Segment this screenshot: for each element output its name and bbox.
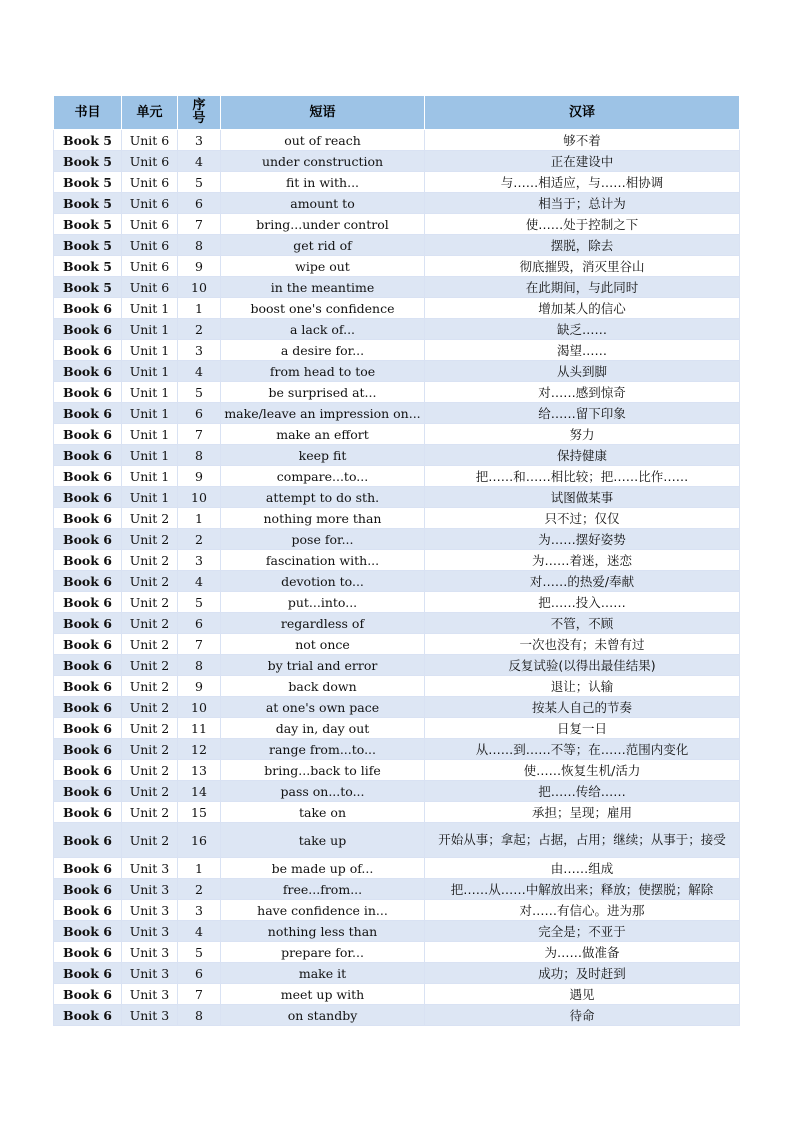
translation-cell: 试图做某事: [425, 487, 740, 508]
phrase-cell: in the meantime: [221, 277, 425, 298]
book-cell: Book 6: [54, 802, 122, 823]
header-phrase: 短语: [221, 96, 425, 130]
translation-cell: 渴望……: [425, 340, 740, 361]
book-cell: Book 6: [54, 487, 122, 508]
book-cell: Book 5: [54, 172, 122, 193]
phrase-cell: take on: [221, 802, 425, 823]
header-number-label: 序号: [192, 98, 206, 126]
translation-cell: 待命: [425, 1005, 740, 1026]
number-cell: 7: [178, 634, 221, 655]
phrase-cell: devotion to...: [221, 571, 425, 592]
unit-cell: Unit 6: [122, 151, 178, 172]
book-cell: Book 6: [54, 592, 122, 613]
table-row: [54, 571, 740, 592]
table-row: [54, 879, 740, 900]
phrase-cell: on standby: [221, 1005, 425, 1026]
phrase-cell: make an effort: [221, 424, 425, 445]
table-row: [54, 424, 740, 445]
book-cell: Book 6: [54, 403, 122, 424]
number-cell: 7: [178, 214, 221, 235]
unit-cell: Unit 2: [122, 655, 178, 676]
number-cell: 14: [178, 781, 221, 802]
table-row: [54, 900, 740, 921]
header-number: [178, 96, 221, 130]
unit-cell: Unit 1: [122, 466, 178, 487]
book-cell: Book 5: [54, 235, 122, 256]
phrase-cell: at one's own pace: [221, 697, 425, 718]
table-row: [54, 256, 740, 277]
phrase-cell: make/leave an impression on...: [221, 403, 425, 424]
unit-cell: Unit 1: [122, 361, 178, 382]
book-cell: Book 6: [54, 340, 122, 361]
translation-cell: 为……摆好姿势: [425, 529, 740, 550]
table-row: [54, 550, 740, 571]
number-cell: 6: [178, 403, 221, 424]
table-row: [54, 529, 740, 550]
translation-cell: 只不过；仅仅: [425, 508, 740, 529]
book-cell: Book 6: [54, 613, 122, 634]
unit-cell: Unit 1: [122, 319, 178, 340]
phrase-cell: from head to toe: [221, 361, 425, 382]
number-cell: 5: [178, 382, 221, 403]
number-cell: 4: [178, 361, 221, 382]
table-row: [54, 298, 740, 319]
unit-cell: Unit 1: [122, 340, 178, 361]
number-cell: 3: [178, 130, 221, 151]
phrase-cell: boost one's confidence: [221, 298, 425, 319]
unit-cell: Unit 6: [122, 130, 178, 151]
translation-cell: 开始从事；拿起；占据，占用；继续；从事于；接受: [425, 823, 740, 858]
unit-cell: Unit 1: [122, 424, 178, 445]
number-cell: 4: [178, 571, 221, 592]
book-cell: Book 6: [54, 298, 122, 319]
unit-cell: Unit 2: [122, 697, 178, 718]
phrase-cell: amount to: [221, 193, 425, 214]
phrase-cell: put...into...: [221, 592, 425, 613]
unit-cell: Unit 6: [122, 277, 178, 298]
table-header-row: [54, 96, 740, 130]
phrase-cell: pass on...to...: [221, 781, 425, 802]
translation-cell: 完全是；不亚于: [425, 921, 740, 942]
translation-cell: 成功；及时赶到: [425, 963, 740, 984]
book-cell: Book 6: [54, 858, 122, 879]
phrase-cell: not once: [221, 634, 425, 655]
phrase-cell: nothing less than: [221, 921, 425, 942]
unit-cell: Unit 6: [122, 256, 178, 277]
phrase-cell: be surprised at...: [221, 382, 425, 403]
translation-cell: 把……从……中解放出来；释放；使摆脱；解除: [425, 879, 740, 900]
number-cell: 3: [178, 550, 221, 571]
number-cell: 11: [178, 718, 221, 739]
translation-cell: 把……和……相比较；把……比作……: [425, 466, 740, 487]
number-cell: 15: [178, 802, 221, 823]
phrase-cell: get rid of: [221, 235, 425, 256]
table-row: [54, 984, 740, 1005]
table-row: [54, 781, 740, 802]
number-cell: 8: [178, 445, 221, 466]
table-row: [54, 403, 740, 424]
book-cell: Book 6: [54, 879, 122, 900]
number-cell: 3: [178, 340, 221, 361]
phrase-cell: pose for...: [221, 529, 425, 550]
unit-cell: Unit 2: [122, 739, 178, 760]
book-cell: Book 6: [54, 445, 122, 466]
phrase-cell: fit in with...: [221, 172, 425, 193]
unit-cell: Unit 2: [122, 760, 178, 781]
table-row: [54, 921, 740, 942]
number-cell: 6: [178, 613, 221, 634]
unit-cell: Unit 2: [122, 592, 178, 613]
translation-cell: 从头到脚: [425, 361, 740, 382]
table-row: [54, 172, 740, 193]
translation-cell: 对……感到惊奇: [425, 382, 740, 403]
number-cell: 4: [178, 151, 221, 172]
book-cell: Book 5: [54, 193, 122, 214]
unit-cell: Unit 3: [122, 942, 178, 963]
phrase-cell: free...from...: [221, 879, 425, 900]
phrase-table: [53, 95, 740, 1026]
phrase-cell: take up: [221, 823, 425, 858]
translation-cell: 使……处于控制之下: [425, 214, 740, 235]
book-cell: Book 6: [54, 382, 122, 403]
book-cell: Book 6: [54, 1005, 122, 1026]
phrase-cell: keep fit: [221, 445, 425, 466]
translation-cell: 够不着: [425, 130, 740, 151]
table-row: [54, 487, 740, 508]
phrase-cell: bring...under control: [221, 214, 425, 235]
translation-cell: 为……做准备: [425, 942, 740, 963]
table-row: [54, 193, 740, 214]
translation-cell: 对……有信心。进为那: [425, 900, 740, 921]
book-cell: Book 6: [54, 676, 122, 697]
table-row: [54, 214, 740, 235]
table-row: [54, 634, 740, 655]
page: [53, 95, 739, 1026]
table-row: [54, 151, 740, 172]
number-cell: 10: [178, 487, 221, 508]
phrase-cell: wipe out: [221, 256, 425, 277]
table-row: [54, 592, 740, 613]
unit-cell: Unit 2: [122, 781, 178, 802]
number-cell: 5: [178, 942, 221, 963]
number-cell: 12: [178, 739, 221, 760]
translation-cell: 努力: [425, 424, 740, 445]
number-cell: 1: [178, 508, 221, 529]
table-row: [54, 963, 740, 984]
book-cell: Book 6: [54, 942, 122, 963]
translation-cell: 正在建设中: [425, 151, 740, 172]
book-cell: Book 6: [54, 655, 122, 676]
phrase-cell: a desire for...: [221, 340, 425, 361]
table-row: [54, 130, 740, 151]
table-row: [54, 613, 740, 634]
phrase-cell: compare...to...: [221, 466, 425, 487]
number-cell: 9: [178, 676, 221, 697]
table-body: [54, 130, 740, 1026]
unit-cell: Unit 3: [122, 879, 178, 900]
phrase-cell: back down: [221, 676, 425, 697]
table-row: [54, 382, 740, 403]
translation-cell: 相当于；总计为: [425, 193, 740, 214]
table-row: [54, 235, 740, 256]
phrase-cell: regardless of: [221, 613, 425, 634]
number-cell: 1: [178, 858, 221, 879]
book-cell: Book 6: [54, 571, 122, 592]
unit-cell: Unit 2: [122, 529, 178, 550]
header-translation: 汉译: [425, 96, 740, 130]
unit-cell: Unit 6: [122, 193, 178, 214]
phrase-cell: be made up of...: [221, 858, 425, 879]
unit-cell: Unit 6: [122, 235, 178, 256]
unit-cell: Unit 2: [122, 571, 178, 592]
book-cell: Book 5: [54, 130, 122, 151]
number-cell: 7: [178, 424, 221, 445]
unit-cell: Unit 6: [122, 172, 178, 193]
translation-cell: 摆脱，除去: [425, 235, 740, 256]
translation-cell: 从……到……不等；在……范围内变化: [425, 739, 740, 760]
book-cell: Book 6: [54, 921, 122, 942]
book-cell: Book 6: [54, 900, 122, 921]
book-cell: Book 5: [54, 151, 122, 172]
unit-cell: Unit 3: [122, 984, 178, 1005]
table-row: [54, 676, 740, 697]
number-cell: 10: [178, 697, 221, 718]
number-cell: 7: [178, 984, 221, 1005]
book-cell: Book 6: [54, 739, 122, 760]
book-cell: Book 6: [54, 508, 122, 529]
phrase-cell: day in, day out: [221, 718, 425, 739]
book-cell: Book 5: [54, 214, 122, 235]
translation-cell: 保持健康: [425, 445, 740, 466]
phrase-cell: range from...to...: [221, 739, 425, 760]
translation-cell: 按某人自己的节奏: [425, 697, 740, 718]
book-cell: Book 6: [54, 823, 122, 858]
unit-cell: Unit 2: [122, 718, 178, 739]
header-unit: 单元: [122, 96, 178, 130]
unit-cell: Unit 6: [122, 214, 178, 235]
translation-cell: 对……的热爱/奉献: [425, 571, 740, 592]
translation-cell: 一次也没有；未曾有过: [425, 634, 740, 655]
number-cell: 2: [178, 529, 221, 550]
number-cell: 6: [178, 193, 221, 214]
unit-cell: Unit 2: [122, 634, 178, 655]
number-cell: 5: [178, 172, 221, 193]
table-row: [54, 319, 740, 340]
book-cell: Book 6: [54, 984, 122, 1005]
book-cell: Book 6: [54, 760, 122, 781]
number-cell: 3: [178, 900, 221, 921]
table-row: [54, 655, 740, 676]
book-cell: Book 5: [54, 256, 122, 277]
table-row: [54, 361, 740, 382]
translation-cell: 给……留下印象: [425, 403, 740, 424]
number-cell: 6: [178, 963, 221, 984]
unit-cell: Unit 2: [122, 613, 178, 634]
unit-cell: Unit 1: [122, 382, 178, 403]
number-cell: 8: [178, 235, 221, 256]
book-cell: Book 6: [54, 319, 122, 340]
number-cell: 13: [178, 760, 221, 781]
table-row: [54, 466, 740, 487]
phrase-cell: bring...back to life: [221, 760, 425, 781]
unit-cell: Unit 3: [122, 963, 178, 984]
book-cell: Book 5: [54, 277, 122, 298]
phrase-cell: make it: [221, 963, 425, 984]
book-cell: Book 6: [54, 466, 122, 487]
unit-cell: Unit 2: [122, 550, 178, 571]
translation-cell: 增加某人的信心: [425, 298, 740, 319]
phrase-cell: prepare for...: [221, 942, 425, 963]
number-cell: 16: [178, 823, 221, 858]
table-row: [54, 858, 740, 879]
table-row: [54, 277, 740, 298]
translation-cell: 使……恢复生机/活力: [425, 760, 740, 781]
number-cell: 8: [178, 655, 221, 676]
translation-cell: 把……传给……: [425, 781, 740, 802]
unit-cell: Unit 1: [122, 298, 178, 319]
phrase-cell: nothing more than: [221, 508, 425, 529]
table-row: [54, 508, 740, 529]
table-row: [54, 697, 740, 718]
phrase-cell: meet up with: [221, 984, 425, 1005]
table-row: [54, 340, 740, 361]
unit-cell: Unit 2: [122, 802, 178, 823]
translation-cell: 缺乏……: [425, 319, 740, 340]
unit-cell: Unit 3: [122, 1005, 178, 1026]
unit-cell: Unit 1: [122, 403, 178, 424]
book-cell: Book 6: [54, 424, 122, 445]
translation-cell: 为……着迷，迷恋: [425, 550, 740, 571]
unit-cell: Unit 2: [122, 676, 178, 697]
unit-cell: Unit 2: [122, 508, 178, 529]
translation-cell: 由……组成: [425, 858, 740, 879]
book-cell: Book 6: [54, 697, 122, 718]
number-cell: 2: [178, 879, 221, 900]
book-cell: Book 6: [54, 963, 122, 984]
translation-cell: 与……相适应，与……相协调: [425, 172, 740, 193]
translation-cell: 把……投入……: [425, 592, 740, 613]
number-cell: 10: [178, 277, 221, 298]
phrase-cell: attempt to do sth.: [221, 487, 425, 508]
translation-cell: 彻底摧毁，消灭里谷山: [425, 256, 740, 277]
number-cell: 4: [178, 921, 221, 942]
book-cell: Book 6: [54, 361, 122, 382]
translation-cell: 日复一日: [425, 718, 740, 739]
translation-cell: 在此期间，与此同时: [425, 277, 740, 298]
unit-cell: Unit 1: [122, 445, 178, 466]
table-row: [54, 739, 740, 760]
phrase-cell: fascination with...: [221, 550, 425, 571]
translation-cell: 遇见: [425, 984, 740, 1005]
book-cell: Book 6: [54, 529, 122, 550]
table-row: [54, 760, 740, 781]
table-row: [54, 942, 740, 963]
book-cell: Book 6: [54, 550, 122, 571]
phrase-cell: by trial and error: [221, 655, 425, 676]
table-row: [54, 1005, 740, 1026]
unit-cell: Unit 2: [122, 823, 178, 858]
unit-cell: Unit 3: [122, 921, 178, 942]
table-row: [54, 718, 740, 739]
number-cell: 8: [178, 1005, 221, 1026]
number-cell: 2: [178, 319, 221, 340]
book-cell: Book 6: [54, 634, 122, 655]
phrase-cell: out of reach: [221, 130, 425, 151]
phrase-cell: have confidence in...: [221, 900, 425, 921]
table-row: [54, 823, 740, 858]
book-cell: Book 6: [54, 718, 122, 739]
translation-cell: 承担；呈现；雇用: [425, 802, 740, 823]
translation-cell: 反复试验(以得出最佳结果): [425, 655, 740, 676]
unit-cell: Unit 3: [122, 900, 178, 921]
unit-cell: Unit 1: [122, 487, 178, 508]
phrase-cell: a lack of...: [221, 319, 425, 340]
header-book: 书目: [54, 96, 122, 130]
book-cell: Book 6: [54, 781, 122, 802]
table-row: [54, 802, 740, 823]
table-row: [54, 445, 740, 466]
number-cell: 5: [178, 592, 221, 613]
number-cell: 9: [178, 466, 221, 487]
number-cell: 9: [178, 256, 221, 277]
phrase-cell: under construction: [221, 151, 425, 172]
translation-cell: 退让；认输: [425, 676, 740, 697]
number-cell: 1: [178, 298, 221, 319]
translation-cell: 不管，不顾: [425, 613, 740, 634]
unit-cell: Unit 3: [122, 858, 178, 879]
